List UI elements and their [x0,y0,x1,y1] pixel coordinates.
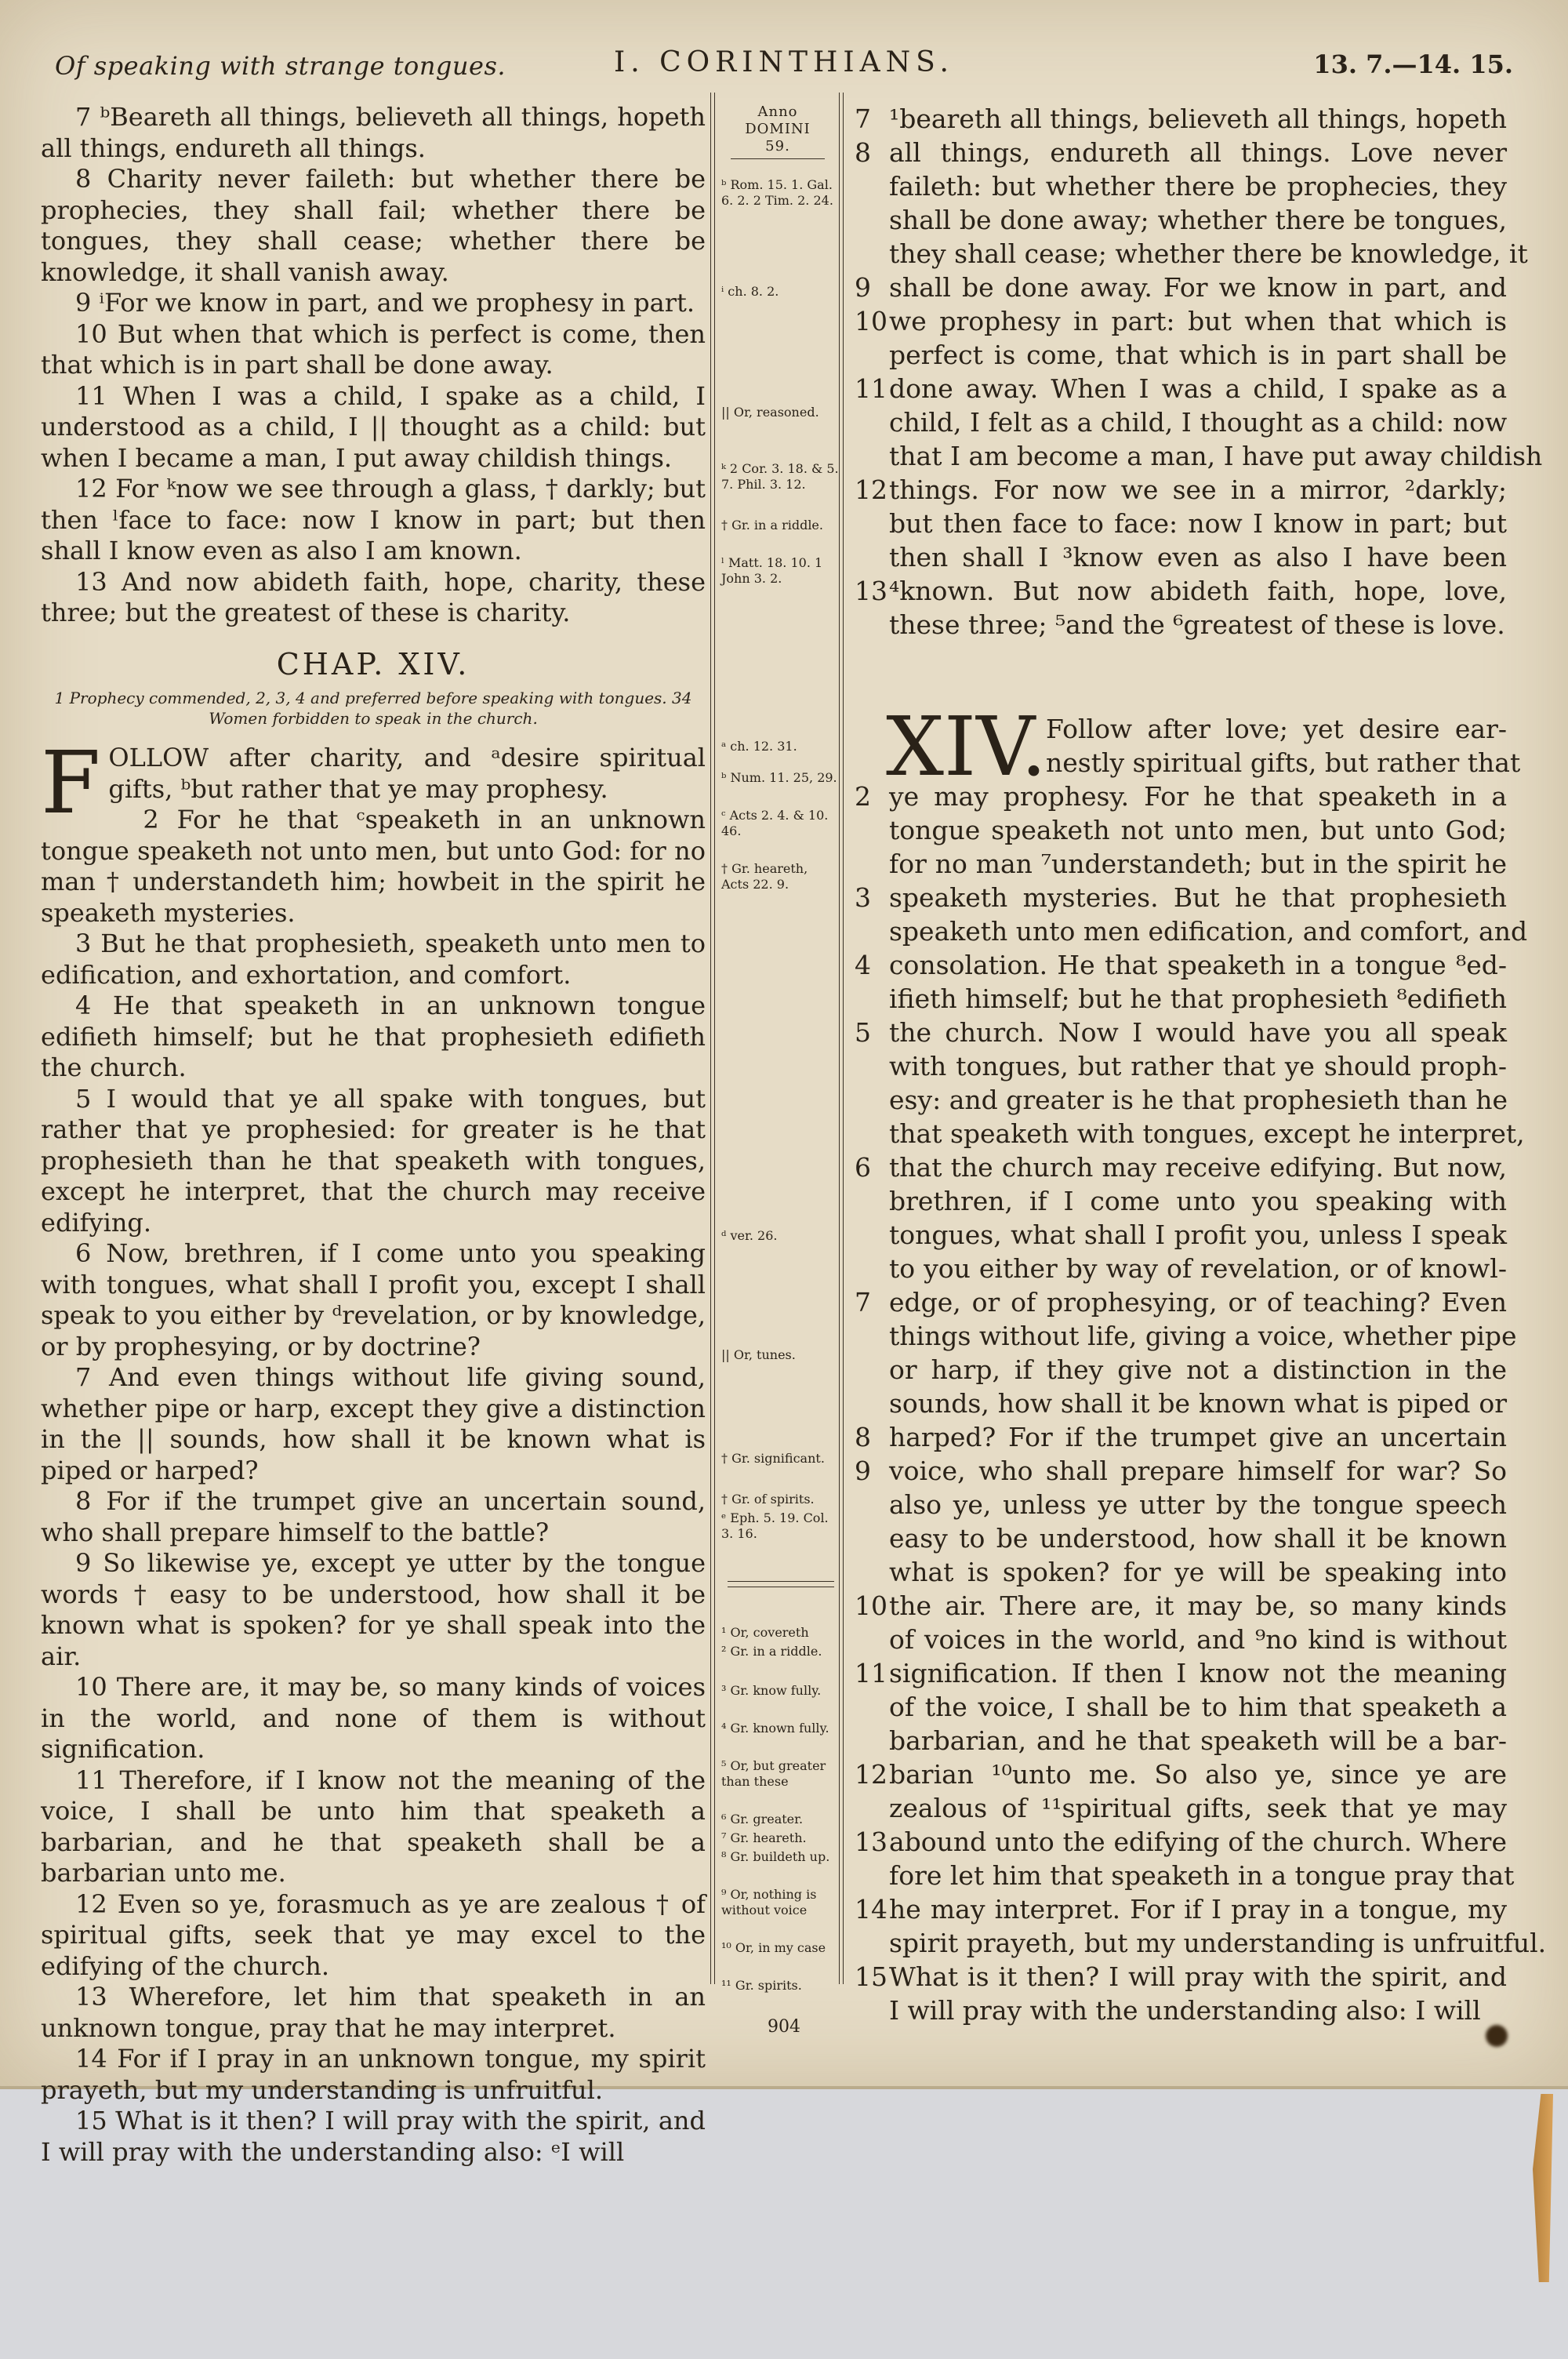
verse-number: 9 [855,272,871,303]
revised-verse-line [855,1420,1507,1454]
anno-label: Anno [757,104,798,120]
verse-line-text: speaketh unto men edification, and comfort, and [889,916,1528,947]
revised-verse-line [855,203,1507,237]
margin-note: † Gr. in a riddle. [721,518,823,533]
verse-number [855,1791,889,1825]
verse-number [855,1521,889,1555]
verse-line-text: things. For now we see in a mirror, ²darkly; [889,474,1507,505]
revised-verse-line [855,1555,1507,1589]
verse-line-text: ifieth himself; but he that prophesieth ⁸edifieth [889,983,1507,1014]
verse-line-text: of the voice, I shall be to him that speaketh a [889,1692,1507,1722]
margin-footnote: ¹⁰ Or, in my case [721,1940,826,1955]
verse-line-text: they shall cease; whether there be knowledge, it [889,238,1528,269]
revised-verse-line [855,1757,1507,1791]
revised-verse-line [855,1859,1515,1892]
verse-number [855,1690,889,1724]
revised-verse-line [855,1387,1507,1420]
revised-verse-line [855,1791,1507,1825]
revised-verse-line [855,102,1507,136]
verse-line-text: What is it then? I will pray with the spirit, and [889,1961,1507,1992]
verse-line-text: that the church may receive edifying. But now, [889,1152,1507,1183]
verse-line-text: consolation. He that speaketh in a tongue ⁸ed- [889,950,1507,980]
verse-number [855,1117,889,1150]
verse-number [855,1049,889,1083]
verse-line-text: child, I felt as a child, I thought as a child: now [889,407,1508,438]
verse-paragraph: 7 And even things without life giving sound, whether pipe or harp, except they give a distinction in the || sounds, how shall it be known what is piped or harped? [41,1362,706,1485]
page-header [47,43,1521,90]
revised-chapter-13-block [855,102,1543,642]
revised-verse-line [855,1150,1507,1184]
verse-line-text: or harp, if they give not a distinction in the [889,1354,1507,1385]
anno-domini-box [723,104,833,162]
margin-footnote: ⁹ Or, nothing is without voice [721,1887,817,1917]
verse-line-text: he may interpret. For if I pray in a tongue, my [889,1894,1507,1925]
verse-number [855,338,889,372]
revised-verse-line [855,1285,1507,1319]
revised-verse-line [855,1892,1507,1926]
ink-stain [1486,2025,1508,2047]
chapter-opening-paragraph [41,732,706,833]
revised-verse-line [855,1184,1507,1218]
drop-cap: F [41,732,101,833]
revised-verse-line [855,271,1507,304]
revised-verse-line [855,574,1507,608]
verse-paragraph: 9 ⁱFor we know in part, and we prophesy in part. [75,288,695,318]
margin-note: ᵃ ch. 12. 31. [721,739,797,754]
torn-paper-edge [1533,2094,1553,2282]
revised-verse-line [855,847,1507,881]
revised-verse-line [855,1454,1507,1488]
revised-verse-line [855,881,1507,914]
chapter-heading: CHAP. XIV. [276,646,470,682]
verse-number [855,507,889,540]
revised-verse-line [855,372,1507,405]
verse-paragraph: 10 There are, it may be, so many kinds of voices in the world, and none of them is without signification. [41,1672,706,1764]
revised-verse-line [855,1117,1525,1150]
verse-line-text: spirit prayeth, but my understanding is unfruitful. [889,1928,1547,1958]
verse-line-text: barian ¹⁰unto me. So also ye, since ye are [889,1759,1507,1790]
verse-paragraph: 12 For ᵏnow we see through a glass, † darkly; but then ˡface to face: now I know in part; but then shall I know even as also I am known. [41,474,706,565]
revised-chapter-14-block [855,699,1547,2027]
column-rule-left [710,93,715,1984]
verse-line-text: for no man ⁷understandeth; but in the spirit he [889,849,1507,879]
verse-line-text: we prophesy in part: but when that which is [889,306,1507,336]
revised-verse-line [855,237,1528,271]
verse-line-text: ¹beareth all things, believeth all things, hopeth [889,104,1507,134]
verse-number [855,1488,889,1521]
column-rule-right [839,93,844,1984]
revised-verse-line [855,1690,1507,1724]
revised-verse-line [855,136,1507,169]
revised-verse-line [855,1623,1507,1656]
verse-paragraph: 8 Charity never faileth: but whether there be prophecies, they shall fail; whether there be tongues, they shall cease; whether there be knowledge, it shall vanish away. [41,164,706,287]
verse-number [855,1724,889,1757]
verse-number: 3 [855,882,871,913]
margin-footnote: ² Gr. in a riddle. [721,1644,822,1659]
verse-line-text: but then face to face: now I know in part; but [889,508,1507,539]
verse-line-text: done away. When I was a child, I spake as a [889,373,1507,404]
verse-text: OLLOW after charity, and ᵃdesire spiritual gifts, ᵇbut rather that ye may prophesy. [108,743,706,804]
margin-footnote: ¹¹ Gr. spirits. [721,1978,802,1993]
revised-verse-line [855,1016,1507,1049]
chapter-numeral: XIV. [886,699,1047,794]
margin-note: || Or, tunes. [721,1347,796,1362]
revised-verse-line [855,1724,1507,1757]
revised-verse-line [855,473,1507,507]
revised-verse-line [855,982,1507,1016]
verse-number: 12 [855,474,887,505]
revised-verse-line [855,1825,1507,1859]
verse-number [855,982,889,1016]
verse-number [855,1218,889,1252]
verse-line-text: all things, endureth all things. Love never [889,137,1507,168]
verse-line-text: with tongues, but rather that ye should proph- [889,1051,1507,1081]
verse-paragraph: 13 And now abideth faith, hope, charity, these three; but the greatest of these is charity. [41,566,706,627]
verse-line-text: ye may prophesy. For he that speaketh in a [889,781,1507,812]
verse-line-text: esy: and greater is he that prophesieth than he [889,1085,1508,1115]
right-column-revised-version [855,102,1547,2027]
verse-line-text: perfect is come, that which is in part shall be [889,340,1507,370]
margin-note: ˡ Matt. 18. 10. 1 John 3. 2. [721,555,823,586]
verse-number [855,1623,889,1656]
margin-double-rule [728,1581,834,1587]
margin-note: † Gr. significant. [721,1451,825,1466]
verse-line-text: to you either by way of revelation, or of knowl- [889,1253,1507,1284]
verse-number: 10 [855,306,887,336]
margin-note: ᵉ Eph. 5. 19. Col. 3. 16. [721,1510,829,1541]
verse-line-text: edge, or of prophesying, or of teaching? Even [889,1287,1507,1318]
verse-paragraph: 8 For if the trumpet give an uncertain sound, who shall prepare himself to the battle? [41,1486,706,1547]
revised-verse-line [855,1049,1507,1083]
verse-line-text: tongues, what shall I profit you, unless I speak [889,1219,1507,1250]
margin-footnote: ⁴ Gr. known fully. [721,1721,829,1736]
verse-number [855,813,889,847]
margin-note: ᵏ 2 Cor. 3. 18. & 5. 7. Phil. 3. 12. [721,461,839,492]
verse-number [855,540,889,574]
revised-verse-line [855,405,1507,439]
verse-paragraph: 11 When I was a child, I spake as a child, I understood as a child, I || thought as a child: but when I became a man, I put away childish things. [41,380,706,473]
verse-line-text: that I am become a man, I have put away childish [889,441,1543,471]
verse-line-text: the church. Now I would have you all speak [889,1017,1507,1048]
verse-number [855,1252,889,1285]
verse-number [855,847,889,881]
revised-verse-line [855,1488,1507,1521]
verse-number [855,169,889,203]
verse-paragraph: 12 Even so ye, forasmuch as ye are zealous † of spiritual gifts, seek that ye may excel to the edifying of the church. [41,1888,706,1981]
verse-line-text: shall be done away; whether there be tongues, [889,205,1507,235]
verse-line-text: these three; ⁵and the ⁶greatest of these is love. [889,609,1505,640]
revised-verse-line [855,1319,1517,1353]
year-label: 59. [765,138,790,154]
revised-chapter-14-lines [855,712,1547,2027]
verse-paragraph: 15 What is it then? I will pray with the spirit, and I will pray with the understanding also: ᵉI will [41,2106,706,2167]
verse-number [855,1319,889,1353]
verse-number [855,1555,889,1589]
verse-line-text: things without life, giving a voice, whether pipe [889,1321,1517,1351]
verse-paragraph: 5 I would that ye all spake with tongues, but rather that ye prophesied: for greater is he that prophesieth than he that speaketh with tongues, except he interpret, that the church may receive edifying. [41,1083,706,1238]
revised-verse-line [855,914,1528,948]
margin-footnote: ⁸ Gr. buildeth up. [721,1849,830,1864]
page-number: 904 [768,2017,800,2037]
verse-number: 4 [855,950,871,980]
verse-paragraph: 2 For he that ᶜspeaketh in an unknown tongue speaketh not unto men, but unto God: for no man † understandeth him; howbeit in the spirit he speaketh mysteries. [41,805,706,928]
verse-number [855,405,889,439]
verse-line-text: abound unto the edifying of the church. Where [889,1826,1507,1857]
verse-number [855,439,889,473]
margin-note: ᵇ Rom. 15. 1. Gal. 6. 2. 2 Tim. 2. 24. [721,177,833,208]
chapter-reference: 13. 7.—14. 15. [1313,49,1513,79]
verse-line-text: that speaketh with tongues, except he interpret, [889,1118,1525,1149]
verse-line-text: sounds, how shall it be known what is piped or [889,1388,1507,1419]
revised-verse-line [855,169,1507,203]
verse-number: 9 [855,1456,871,1486]
verse-number [855,608,889,642]
revised-verse-line [855,1589,1507,1623]
revised-verse-line [855,1218,1507,1252]
verse-paragraph: 6 Now, brethren, if I come unto you speaking with tongues, what shall I profit you, except I shall speak to you either by ᵈrevelation, or by knowledge, or by prophesying, or by doctrine? [41,1238,706,1361]
verse-line-text: tongue speaketh not unto men, but unto God; [889,815,1507,845]
verse-line-text: nestly spiritual gifts, but rather that [1046,747,1521,778]
verse-paragraph: 10 But when that which is perfect is come, then that which is in part shall be done away. [41,318,706,380]
verse-line-text: harped? For if the trumpet give an uncertain [889,1422,1507,1452]
verse-line-text: easy to be understood, how shall it be known [889,1523,1507,1554]
revised-verse-line [855,1521,1507,1555]
margin-note: ᶜ Acts 2. 4. & 10. 46. [721,808,829,838]
verse-number [855,237,889,271]
verse-line-text: then shall I ³know even as also I have been [889,542,1507,572]
margin-footnote: ³ Gr. know fully. [721,1683,822,1698]
verse-paragraph: 3 But he that prophesieth, speaketh unto men to edification, and exhortation, and comfort. [41,929,706,990]
verse-number: 14 [855,1894,887,1925]
verse-number: 5 [855,1017,871,1048]
revised-verse-line [855,540,1507,574]
verse-number: 7 [855,104,871,134]
verse-number: 8 [855,1422,871,1452]
verse-line-text: ⁴known. But now abideth faith, hope, love, [889,576,1507,606]
verse-number: 2 [855,781,871,812]
verse-number [855,1083,889,1117]
verse-number: 6 [855,1152,871,1183]
revised-verse-line [855,948,1507,982]
verse-number: 12 [855,1759,887,1790]
verse-line-text: the air. There are, it may be, so many kinds [889,1590,1507,1621]
verse-number: 7 [855,1287,871,1318]
revised-verse-line [855,1252,1507,1285]
book-title: I. CORINTHIANS. [614,46,954,78]
revised-verse-line [855,608,1507,642]
revised-verse-line [855,1656,1507,1690]
verse-line-text: faileth: but whether there be prophecies, they [889,171,1507,202]
margin-note: ᵈ ver. 26. [721,1228,778,1243]
running-head: Of speaking with strange tongues. [55,51,506,81]
revised-verse-line [855,1960,1507,1994]
verse-line-text: zealous of ¹¹spiritual gifts, seek that ye may [889,1793,1507,1823]
verse-number: 10 [855,1590,887,1621]
margin-note: || Or, reasoned. [721,405,819,420]
verse-paragraph: 11 Therefore, if I know not the meaning of the voice, I shall be unto him that speaketh a barbarian, and he that speaketh shall be a barbarian unto me. [41,1765,706,1888]
verse-number: 11 [855,373,887,404]
verse-paragraph: 4 He that speaketh in an unknown tongue edifieth himself; but he that prophesieth edifieth the church. [41,990,706,1082]
revised-verse-line [855,507,1507,540]
verse-paragraph: 9 So likewise ye, except ye utter by the tongue words † easy to be understood, how shall it be known what is spoken? for ye shall speak into the air. [41,1548,706,1671]
margin-footnote: ⁶ Gr. greater. [721,1812,804,1826]
verse-line-text: of voices in the world, and ⁹no kind is without [889,1624,1507,1655]
verse-paragraph: 13 Wherefore, let him that speaketh in an unknown tongue, pray that he may interpret. [41,1982,706,2043]
verse-line-text: Follow after love; yet desire ear- [1046,714,1507,744]
verse-line-text: voice, who shall prepare himself for war? So [889,1456,1507,1486]
revised-verse-line [855,304,1507,338]
verse-number [855,1353,889,1387]
verse-number: 13 [855,1826,887,1857]
verse-line-text: brethren, if I come unto you speaking with [889,1186,1507,1216]
verse-number: 13 [855,576,887,606]
verse-line-text: I will pray with the understanding also: I will [889,1995,1481,2026]
verse-number [855,1859,889,1892]
verse-line-text: fore let him that speaketh in a tongue pray that [889,1860,1515,1891]
margin-note: ⁱ ch. 8. 2. [721,284,779,299]
verse-number: 15 [855,1961,887,1992]
verse-number [855,203,889,237]
verse-number [855,1387,889,1420]
verse-paragraph: 7 ᵇBeareth all things, believeth all things, hopeth all things, endureth all things. [41,102,706,163]
chapter-summary: 1 Prophecy commended, 2, 3, 4 and preferred before speaking with tongues. 34 Women forbidden to speak in the church. [54,689,692,728]
verse-line-text: speaketh mysteries. But he that prophesieth [889,882,1507,913]
verse-number: 11 [855,1658,887,1688]
margin-note: ᵇ Num. 11. 25, 29. [721,770,837,785]
revised-verse-line [855,1083,1507,1117]
verse-line-text: also ye, unless ye utter by the tongue speech [889,1489,1507,1520]
left-column-authorized-version [41,102,706,2168]
margin-footnote: ⁵ Or, but greater than these [721,1758,826,1789]
revised-verse-line [855,1353,1507,1387]
anno-rule [731,158,825,159]
verse-line-text: shall be done away. For we know in part, and [889,272,1507,303]
revised-verse-line [855,1926,1547,1960]
margin-note: † Gr. of spirits. [721,1492,815,1507]
verse-paragraph: 14 For if I pray in an unknown tongue, my spirit prayeth, but my understanding is unfruitful. [41,2044,706,2105]
verse-number: 8 [855,137,871,168]
verse-number [855,914,889,948]
revised-verse-line [855,439,1543,473]
verse-number [855,1926,889,1960]
verse-line-text: what is spoken? for ye will be speaking into [889,1557,1507,1587]
verse-line-text: barbarian, and he that speaketh will be a bar- [889,1725,1507,1756]
domini-label: DOMINI [745,121,811,137]
verse-line-text: signification. If then I know not the meaning [889,1658,1507,1688]
margin-footnote: ⁷ Gr. heareth. [721,1830,807,1845]
margin-footnote: ¹ Or, covereth [721,1625,809,1640]
revised-verse-line [855,338,1507,372]
revised-verse-line [855,813,1507,847]
verse-number [855,1184,889,1218]
margin-note: † Gr. heareth, Acts 22. 9. [721,861,808,892]
